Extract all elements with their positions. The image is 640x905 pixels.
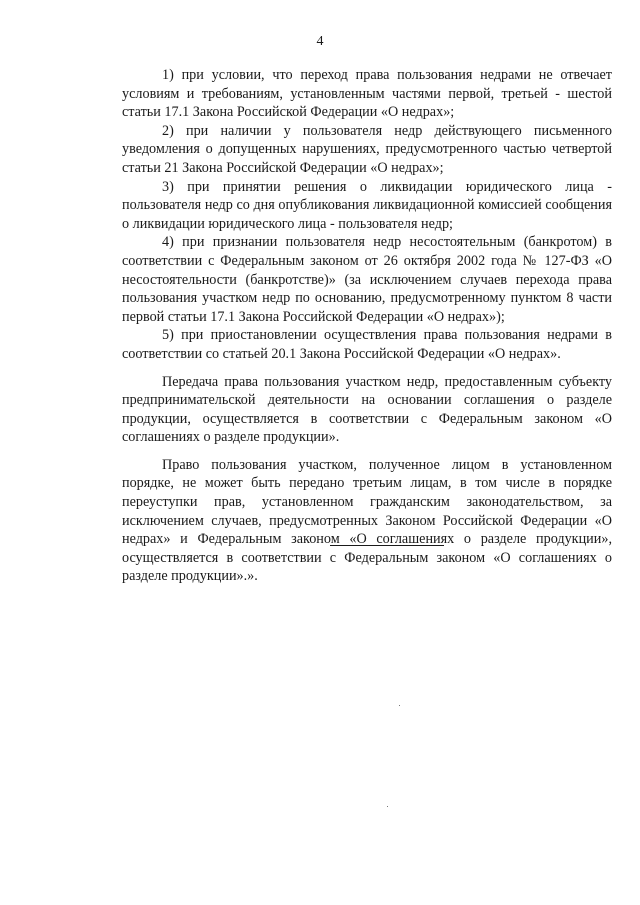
- page-number: 4: [316, 34, 324, 49]
- list-item-2: 2) при наличии у пользователя недр действующего письменного уведомления о допущенных нарушениях, предусмотренного частью четвертой статьи 21 Закона Российской Федерации «О недрах»;: [122, 122, 612, 176]
- list-item-5: 5) при приостановлении осуществления права пользования недрами в соответствии со статьей 20.1 Закона Российской Федерации «О недрах».: [122, 327, 612, 362]
- list-item-3: 3) при принятии решения о ликвидации юридического лица - пользователя недр со дня опубликования ликвидационной комиссией сообщения о ликвидации юридического лица - пользователя недр;: [122, 178, 612, 232]
- document-body: [122, 66, 612, 586]
- scan-speck: [399, 705, 400, 706]
- list-item-4: 4) при признании пользователя недр несостоятельным (банкротом) в соответствии с Федеральным законом от 26 октября 2002 года № 127-ФЗ «О несостоятельности (банкротстве)» (за исключением случаев перехода права пользования участком недр по основанию, предусмотренному пунктом 8 части первой статьи 17.1 Закона Российской Федерации «О недрах»);: [122, 234, 612, 325]
- paragraph-transfer: Передача права пользования участком недр, предоставленным субъекту предпринимательской деятельности на основании соглашения о разделе продукции, осуществляется в соответствии с Федеральным законом «О соглашениях о разделе продукции».: [122, 373, 612, 446]
- paragraph-right-of-use: Право пользования участком, полученное лицом в установленном порядке, не может быть передано третьим лицам, в том числе в порядке переуступки прав, установленном гражданским законодательством, за исключением случаев, предусмотренных Законом Российской Федерации «О недрах» и Федеральным законом «О соглашениях о разделе продукции», осуществляется в соответствии с Федеральным законом «О соглашениях о разделе продукции».».: [122, 456, 612, 585]
- end-rule: [330, 545, 444, 546]
- list-item-1: 1) при условии, что переход права пользования недрами не отвечает условиям и требованиям, установленным частями первой, третьей - шестой статьи 17.1 Закона Российской Федерации «О недрах»;: [122, 67, 612, 121]
- scan-speck: [387, 806, 388, 807]
